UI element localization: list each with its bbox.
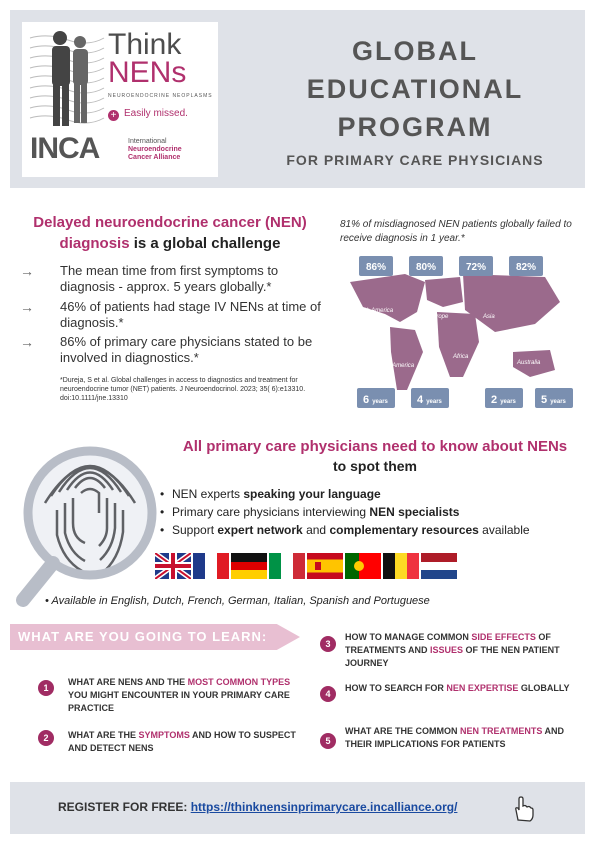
learn-item-4: HOW TO SEARCH FOR NEN EXPERTISE GLOBALLY — [345, 683, 570, 693]
number-badge-2: 2 — [38, 730, 54, 746]
challenge-bullet-2: 46% of patients had stage IV NENs at time of diagnosis.* — [60, 299, 321, 330]
silhouette-logo-icon — [28, 28, 106, 128]
language-flags — [155, 553, 459, 579]
world-map — [345, 252, 580, 410]
pct-2: 80% — [415, 262, 437, 273]
awareness-title: All primary care physicians need to know about NENs — [182, 438, 568, 455]
year-1: 6 years — [363, 394, 388, 406]
bullet-dot-icon: • — [160, 505, 165, 519]
bullet-dot-icon: • — [160, 487, 165, 501]
number-badge-5: 5 — [320, 733, 336, 749]
flag-spain-icon — [307, 553, 343, 579]
arrow-right-icon: → — [20, 263, 34, 279]
label-australia: Australia — [517, 360, 541, 366]
awareness-subtitle: to spot them — [333, 458, 417, 474]
flag-netherlands-icon — [421, 553, 457, 579]
page-subtitle: FOR PRIMARY CARE PHYSICIANS — [286, 152, 544, 168]
learn-item-3: HOW TO MANAGE COMMON SIDE EFFECTS OF TREATMENTS AND ISSUES OF THE NEN PATIENT JOURNEY — [345, 632, 560, 668]
number-badge-1: 1 — [38, 680, 54, 696]
magnifier-fingerprint-icon — [15, 418, 165, 608]
learn-banner-text: WHAT ARE YOU GOING TO LEARN: — [18, 629, 268, 644]
year-2: 4 years — [417, 394, 442, 406]
awareness-bullet-3: Support expert network and complementary resources available — [172, 523, 530, 537]
arrow-right-icon: → — [20, 299, 34, 315]
register-link[interactable]: https://thinknensinprimarycare.incalliance.org/ — [190, 800, 458, 814]
challenge-bullet-1: The mean time from first symptoms to diagnosis - approx. 5 years globally.* — [60, 263, 279, 294]
pointer-hand-icon — [508, 794, 538, 824]
flag-portugal-icon — [345, 553, 381, 579]
logo-think: Think — [108, 28, 182, 61]
year-3: 2 years — [491, 394, 516, 406]
pct-4: 82% — [515, 262, 537, 273]
arrow-right-icon: → — [20, 334, 34, 350]
label-north-america: North America — [355, 308, 394, 314]
year-4: 5 years — [541, 394, 566, 406]
logo-neoplasms: NEUROENDOCRINE NEOPLASMS — [108, 93, 213, 99]
label-africa: Africa — [453, 354, 469, 360]
awareness-bullet-2: Primary care physicians interviewing NEN specialists — [172, 505, 460, 519]
number-badge-3: 3 — [320, 636, 336, 652]
learn-item-1: WHAT ARE NENS AND THE MOST COMMON TYPES YOU MIGHT ENCOUNTER IN YOUR PRIMARY CARE PRACTICE — [68, 677, 291, 713]
flag-italy-icon — [269, 553, 305, 579]
number-badge-4: 4 — [320, 686, 336, 702]
plus-icon: + — [108, 110, 119, 121]
challenge-title: Delayed neuroendocrine cancer (NEN) diagnosis is a global challenge — [33, 214, 307, 252]
map-caption: 81% of misdiagnosed NEN patients globally failed to receive diagnosis in 1 year.* — [340, 219, 572, 244]
logo-inca: INCA — [30, 132, 100, 165]
flag-uk-icon — [155, 553, 191, 579]
logo-nens: NENs — [108, 56, 187, 89]
reference: *Dureja, S et al. Global challenges in access to diagnostics and treatment for neuroendocrine tumor (NET) patients. J Neuroendocrinol. 2023; 35( 6):e13310. doi:10.1111/jne.13310 — [60, 377, 306, 402]
challenge-bullet-3: 86% of primary care physicians stated to be involved in diagnostics.* — [60, 334, 313, 365]
pct-3: 72% — [465, 262, 487, 273]
label-asia: Asia — [483, 314, 495, 320]
logo-easily-missed: Easily missed. — [124, 108, 188, 119]
bullet-dot-icon: • — [160, 523, 165, 537]
label-europe: Europe — [429, 314, 449, 320]
label-south-america: South America — [375, 363, 415, 369]
learn-item-2: WHAT ARE THE SYMPTOMS AND HOW TO SUSPECT AND DETECT NENS — [68, 730, 296, 753]
learn-item-5: WHAT ARE THE COMMON NEN TREATMENTS AND THEIR IMPLICATIONS FOR PATIENTS — [345, 726, 565, 749]
flag-france-icon — [193, 553, 229, 579]
register-text: REGISTER FOR FREE: https://thinknensinprimarycare.incalliance.org/ — [58, 800, 458, 814]
awareness-bullet-1: NEN experts speaking your language — [172, 487, 381, 501]
pct-1: 86% — [365, 262, 387, 273]
page-title: GLOBAL EDUCATIONAL PROGRAM — [306, 36, 524, 142]
flag-germany-icon — [231, 553, 267, 579]
available-languages: • Available in English, Dutch, French, German, Italian, Spanish and Portuguese — [45, 595, 430, 607]
logo-inca-sub: International Neuroendocrine Cancer Alliance — [128, 138, 182, 161]
flag-belgium-icon — [383, 553, 419, 579]
